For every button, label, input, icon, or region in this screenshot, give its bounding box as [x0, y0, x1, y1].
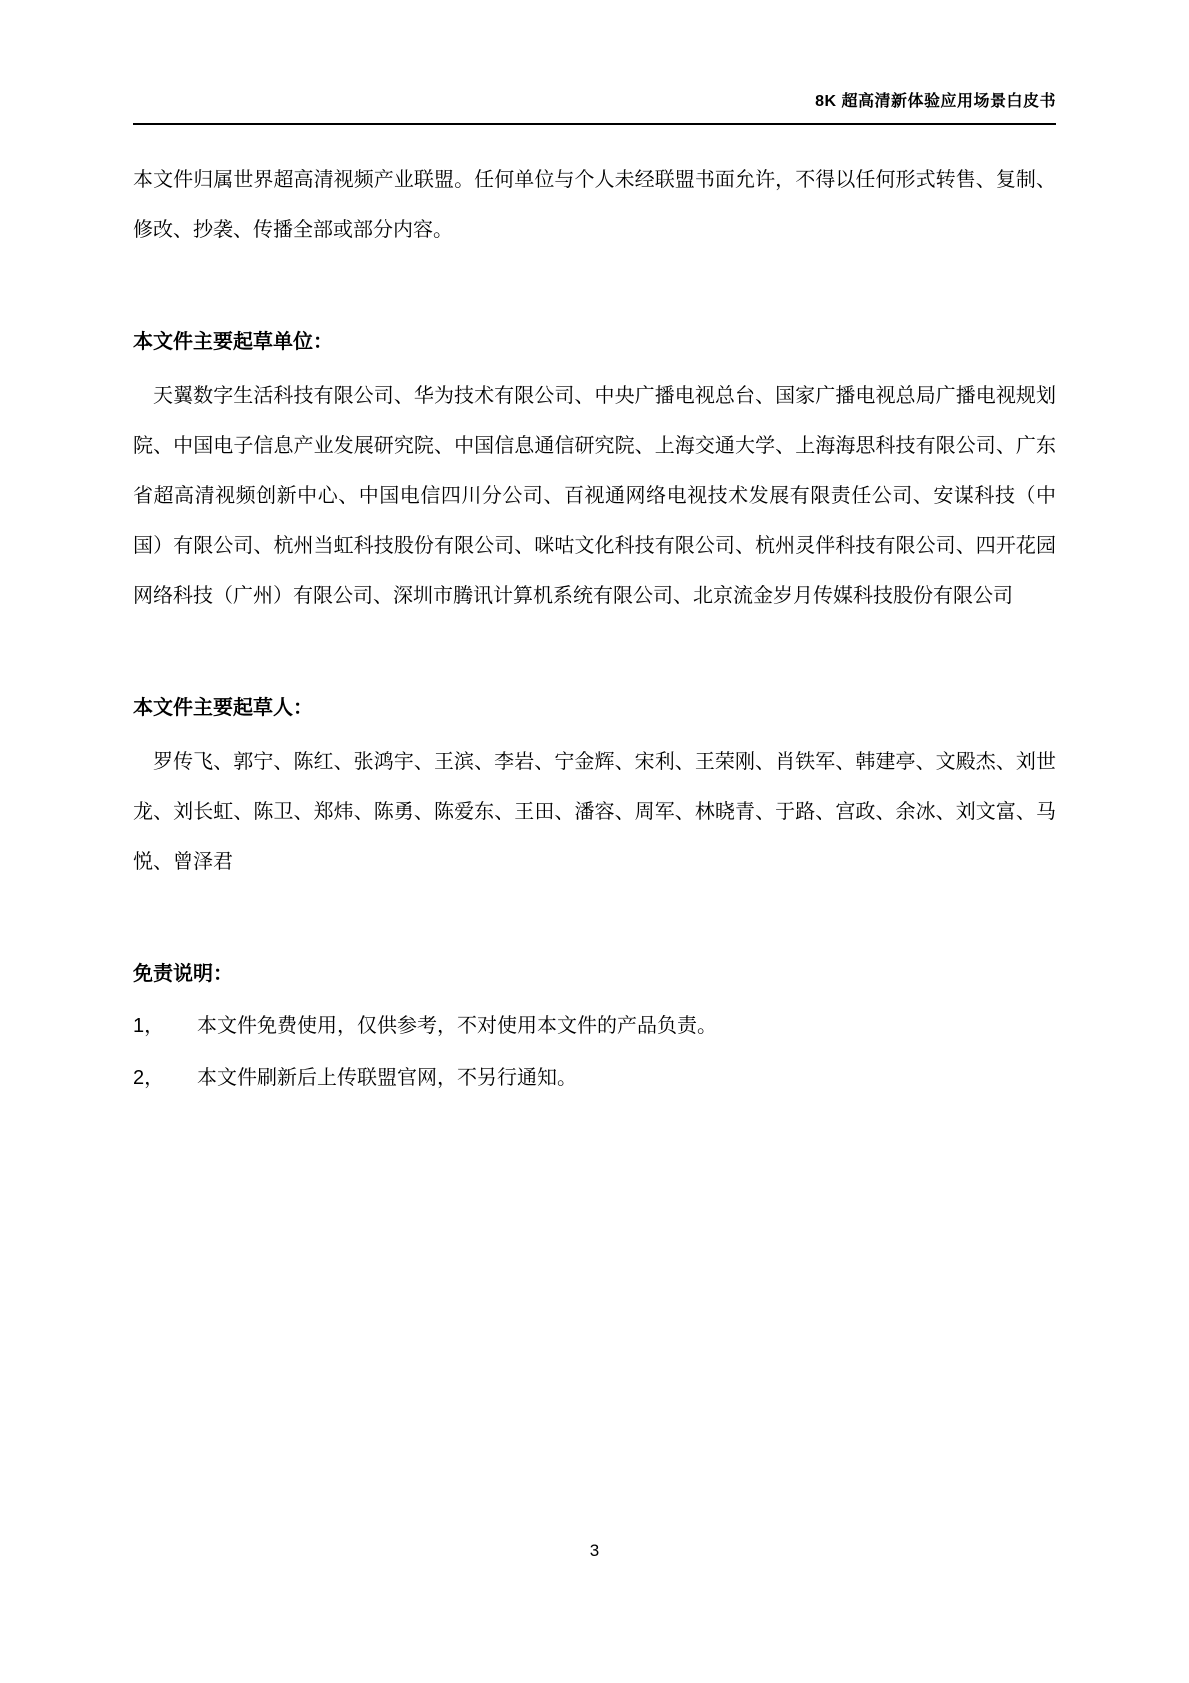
disclaimer-heading: 免责说明：: [133, 963, 233, 985]
drafting-units-heading: 本文件主要起草单位：: [133, 331, 333, 353]
disclaimer-item-number: 2，: [133, 1067, 165, 1089]
disclaimer-item-text: 本文件刷新后上传联盟官网，不另行通知。: [197, 1067, 577, 1089]
disclaimer-item-number: 1，: [133, 1015, 165, 1037]
drafters-heading: 本文件主要起草人：: [133, 697, 313, 719]
drafting-units-paragraph: 天翼数字生活科技有限公司、华为技术有限公司、中央广播电视总台、国家广播电视总局广播电视规划院、中国电子信息产业发展研究院、中国信息通信研究院、上海交通大学、上海海思科技有限公司、广东省超高清视频创新中心、中国电信四川分公司、百视通网络电视技术发展有限责任公司、安谋科技（中国）有限公司、杭州当虹科技股份有限公司、咪咕文化科技有限公司、杭州灵伴科技有限公司、四开花园网络科技（广州）有限公司、深圳市腾讯计算机系统有限公司、北京流金岁月传媒科技股份有限公司: [133, 385, 1056, 607]
disclaimer-item: [133, 1053, 1056, 1103]
disclaimer-item: [133, 1001, 1056, 1051]
disclaimer-item-text: 本文件免费使用，仅供参考，不对使用本文件的产品负责。: [197, 1015, 717, 1037]
page-number: 3: [589, 1541, 600, 1560]
header-divider: [133, 123, 1056, 125]
page-header-title: 8K 超高清新体验应用场景白皮书: [815, 93, 1056, 110]
drafters-paragraph: 罗传飞、郭宁、陈红、张鸿宇、王滨、李岩、宁金辉、宋利、王荣刚、肖铁军、韩建亭、文殿杰、刘世龙、刘长虹、陈卫、郑炜、陈勇、陈爱东、王田、潘容、周军、林晓青、于路、宫政、余冰、刘文富、马悦、曾泽君: [133, 751, 1056, 873]
copyright-paragraph: 本文件归属世界超高清视频产业联盟。任何单位与个人未经联盟书面允许，不得以任何形式转售、复制、修改、抄袭、传播全部或部分内容。: [133, 169, 1056, 241]
